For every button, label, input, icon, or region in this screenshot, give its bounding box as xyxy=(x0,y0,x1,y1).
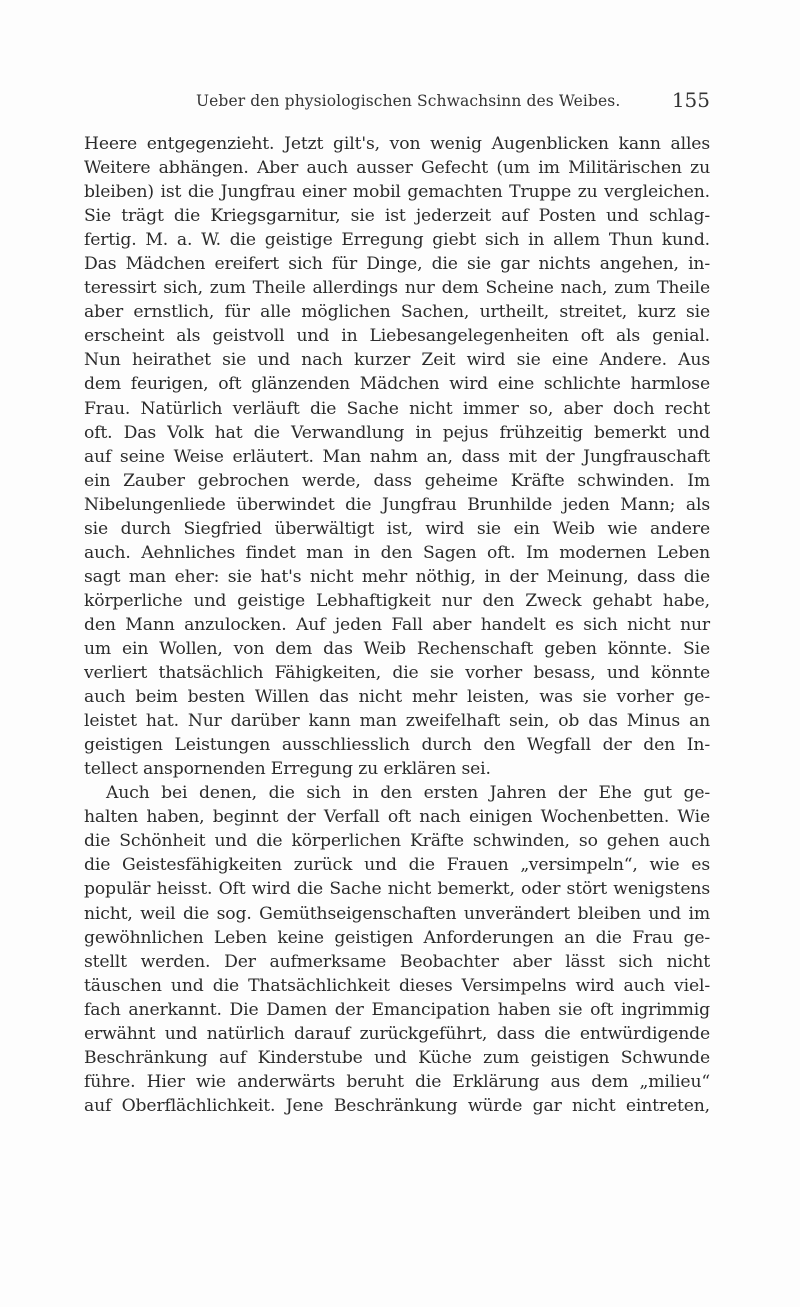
text-line: sie durch Siegfried überwältigt ist, wird sie ein Weib wie andere xyxy=(84,518,710,539)
text-line: Nibelungenliede überwindet die Jungfrau Brunhilde jeden Mann; als xyxy=(84,494,710,515)
text-line: aber ernstlich, für alle möglichen Sachen, urtheilt, streitet, kurz sie xyxy=(84,302,710,323)
text-line: populär heisst. Oft wird die Sache nicht bemerkt, oder stört wenigstens xyxy=(84,879,710,900)
text-line-paragraph-start: Auch bei denen, die sich in den ersten Jahren der Ehe gut ge- xyxy=(106,783,710,804)
text-line: Beschränkung auf Kinderstube und Küche zum geistigen Schwunde xyxy=(84,1047,710,1068)
text-line: ein Zauber gebrochen werde, dass geheime Kräfte schwinden. Im xyxy=(84,470,710,491)
running-head xyxy=(84,90,710,118)
text-line: geistigen Leistungen ausschliesslich durch den Wegfall der den In- xyxy=(84,735,710,756)
text-line: verliert thatsächlich Fähigkeiten, die sie vorher besass, und könnte xyxy=(84,663,710,684)
text-line: Das Mädchen ereifert sich für Dinge, die sie gar nichts angehen, in- xyxy=(84,254,710,275)
text-line: oft. Das Volk hat die Verwandlung in pejus frühzeitig bemerkt und xyxy=(84,422,710,443)
page-number: 155 xyxy=(671,88,710,112)
text-line: auch beim besten Willen das nicht mehr leisten, was sie vorher ge- xyxy=(84,687,710,708)
text-line: die Schönheit und die körperlichen Kräfte schwinden, so gehen auch xyxy=(84,831,710,852)
text-line: dem feurigen, oft glänzenden Mädchen wird eine schlichte harmlose xyxy=(84,374,710,395)
text-line: die Geistesfähigkeiten zurück und die Frauen „versimpeln“, wie es xyxy=(84,855,710,876)
text-line: Weitere abhängen. Aber auch ausser Gefecht (um im Militärischen zu xyxy=(84,158,710,179)
text-line: auch. Aehnliches findet man in den Sagen oft. Im modernen Leben xyxy=(84,542,710,563)
text-line: sagt man eher: sie hat's nicht mehr nöthig, in der Meinung, dass die xyxy=(84,566,710,587)
text-line: gewöhnlichen Leben keine geistigen Anforderungen an die Frau ge- xyxy=(84,927,710,948)
text-line: auf Oberflächlichkeit. Jene Beschränkung würde gar nicht eintreten, xyxy=(84,1095,710,1116)
text-line: erscheint als geistvoll und in Liebesangelegenheiten oft als genial. xyxy=(84,326,710,347)
text-line: nicht, weil die sog. Gemüthseigenschaften unverändert bleiben und im xyxy=(84,903,710,924)
text-line: körperliche und geistige Lebhaftigkeit nur den Zweck gehabt habe, xyxy=(84,590,710,611)
text-line: bleiben) ist die Jungfrau einer mobil gemachten Truppe zu vergleichen. xyxy=(84,182,710,203)
text-line: fach anerkannt. Die Damen der Emancipation haben sie oft ingrimmig xyxy=(84,999,710,1020)
text-line: stellt werden. Der aufmerksame Beobachter aber lässt sich nicht xyxy=(84,951,710,972)
text-line: fertig. M. a. W. die geistige Erregung giebt sich in allem Thun kund. xyxy=(84,230,710,251)
text-line: leistet hat. Nur darüber kann man zweifelhaft sein, ob das Minus an xyxy=(84,711,710,732)
text-line: Sie trägt die Kriegsgarnitur, sie ist jederzeit auf Posten und schlag- xyxy=(84,206,710,227)
text-line-paragraph-end: tellect anspornenden Erregung zu erklären sei. xyxy=(84,759,491,780)
running-title: Ueber den physiologischen Schwachsinn des Weibes. xyxy=(196,92,621,110)
text-line: den Mann anzulocken. Auf jeden Fall aber handelt es sich nicht nur xyxy=(84,614,710,635)
text-line: teressirt sich, zum Theile allerdings nur dem Scheine nach, zum Theile xyxy=(84,278,710,299)
text-line: Nun heirathet sie und nach kurzer Zeit wird sie eine Andere. Aus xyxy=(84,350,710,371)
text-line: auf seine Weise erläutert. Man nahm an, dass mit der Jungfrauschaft xyxy=(84,446,710,467)
text-line: Heere entgegenzieht. Jetzt gilt's, von wenig Augenblicken kann alles xyxy=(84,134,710,154)
text-line: erwähnt und natürlich darauf zurückgeführt, dass die entwürdigende xyxy=(84,1023,710,1044)
text-line: halten haben, beginnt der Verfall oft nach einigen Wochenbetten. Wie xyxy=(84,807,710,828)
text-line: um ein Wollen, von dem das Weib Rechenschaft geben könnte. Sie xyxy=(84,638,710,659)
body-text xyxy=(84,132,710,1118)
text-line: führe. Hier wie anderwärts beruht die Erklärung aus dem „milieu“ xyxy=(84,1071,710,1092)
text-line: Frau. Natürlich verläuft die Sache nicht immer so, aber doch recht xyxy=(84,398,710,419)
text-line: täuschen und die Thatsächlichkeit dieses Versimpelns wird auch viel- xyxy=(84,975,710,996)
